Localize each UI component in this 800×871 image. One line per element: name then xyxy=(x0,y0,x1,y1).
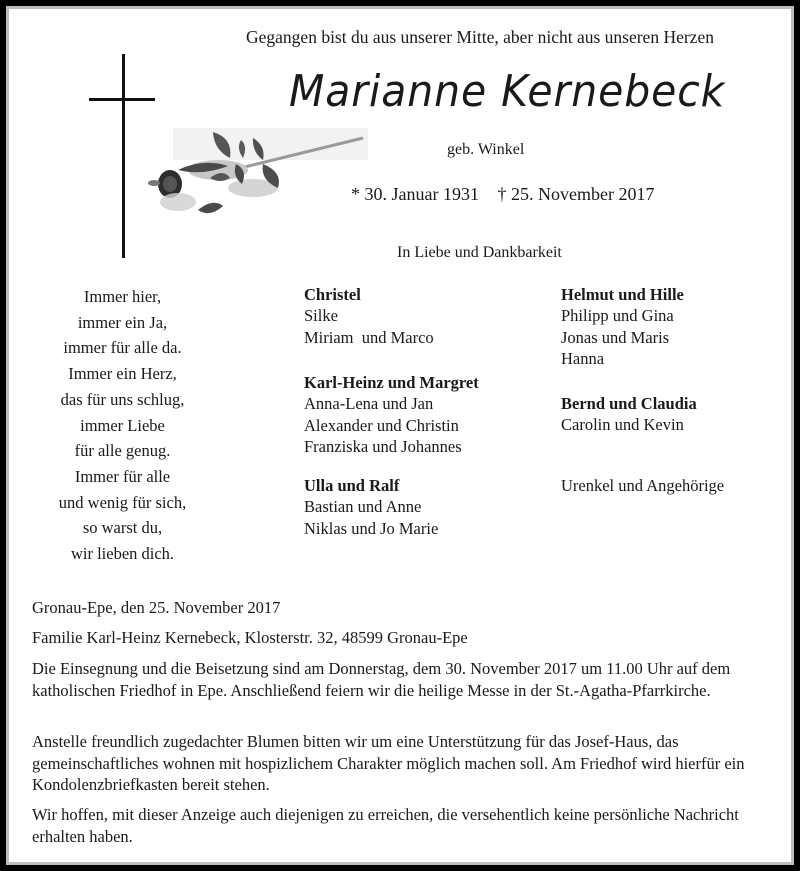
deceased-name: Marianne Kernebeck xyxy=(289,66,726,117)
family-member: Philipp und Gina xyxy=(561,306,674,326)
poem-line: für alle genug. xyxy=(74,441,171,461)
motto: Gegangen bist du aus unserer Mitte, aber nicht aus unseren Herzen xyxy=(246,27,714,47)
poem-line: immer Liebe xyxy=(80,415,165,435)
poem-line: wir lieben dich. xyxy=(70,544,175,564)
donation-note xyxy=(32,731,772,796)
family-group xyxy=(304,372,479,457)
funeral-info-text: Die Einsegnung und die Beisetzung sind am Donnerstag, dem 30. November 2017 um 11.00 Uhr auf dem katholischen Friedhof in Epe. Anschließend feiern wir die heilige Messe in der St.-Agatha-Pfarrkirche. xyxy=(32,659,731,700)
place-date-text: Gronau-Epe, den 25. November 2017 xyxy=(32,598,281,617)
family-member: Alexander und Christin xyxy=(304,415,459,435)
poem-line: Immer für alle xyxy=(74,466,171,486)
family-member: Niklas und Jo Marie xyxy=(304,518,439,538)
death-symbol-icon: † xyxy=(497,184,507,204)
family-member: Hanna xyxy=(561,348,605,368)
maiden-name: geb. Winkel xyxy=(447,141,525,158)
poem-line: immer für alle da. xyxy=(63,338,182,358)
family-member: Miriam und Marco xyxy=(304,327,434,347)
donation-note-text: Anstelle freundlich zugedachter Blumen bitten wir um eine Unterstützung für das Josef-Haus, das gemeinschaftliches wohnen mit hospizlichem Charakter möglich machen soll. Am Friedhof wird hierfür ein Kondolenzbriefkasten bereit stehen. xyxy=(32,732,745,794)
place-date xyxy=(32,597,772,619)
funeral-info xyxy=(32,658,772,701)
family-member: Franziska und Johannes xyxy=(304,436,462,456)
rose-image xyxy=(148,128,370,224)
family-head: Karl-Heinz und Margret xyxy=(304,373,479,392)
death-date: 25. November 2017 xyxy=(510,184,655,204)
family-group xyxy=(561,475,724,496)
poem-line: und wenig für sich, xyxy=(58,492,187,512)
family-head: Ulla und Ralf xyxy=(304,476,400,495)
family-address-text: Familie Karl-Heinz Kernebeck, Klosterstr. 32, 48599 Gronau-Epe xyxy=(32,628,468,647)
poem-line: so warst du, xyxy=(82,518,163,538)
family-group xyxy=(561,393,697,436)
family-member: Silke xyxy=(304,306,338,326)
family-head: Bernd und Claudia xyxy=(561,394,697,413)
family-group xyxy=(304,475,438,539)
family-member: Jonas und Maris xyxy=(561,327,670,347)
closing-note-text: Wir hoffen, mit dieser Anzeige auch diejenigen zu erreichen, die versehentlich keine persönliche Nachricht erhalten haben. xyxy=(32,805,739,846)
birth-symbol: * xyxy=(351,184,360,204)
poem-line: das für uns schlug, xyxy=(60,389,185,409)
family-member: Urenkel und Angehörige xyxy=(561,476,725,495)
family-group xyxy=(561,284,684,369)
birth-date: 30. Januar 1931 xyxy=(364,184,479,204)
family-member: Carolin und Kevin xyxy=(561,415,684,435)
cross-icon-crossbar xyxy=(89,98,155,101)
poem-line: Immer ein Herz, xyxy=(68,364,177,384)
family-head: Helmut und Hille xyxy=(561,285,684,304)
cross-icon xyxy=(122,54,125,258)
family-head: Christel xyxy=(304,285,361,304)
life-dates xyxy=(351,184,654,205)
closing-note xyxy=(32,804,772,847)
family-member: Bastian und Anne xyxy=(304,497,422,517)
dedication: In Liebe und Dankbarkeit xyxy=(397,244,562,261)
family-group xyxy=(304,284,434,348)
family-address xyxy=(32,627,772,649)
poem-line: Immer hier, xyxy=(83,287,162,306)
family-member: Anna-Lena und Jan xyxy=(304,394,434,414)
poem-line: immer ein Ja, xyxy=(77,312,168,332)
poem xyxy=(30,284,215,567)
